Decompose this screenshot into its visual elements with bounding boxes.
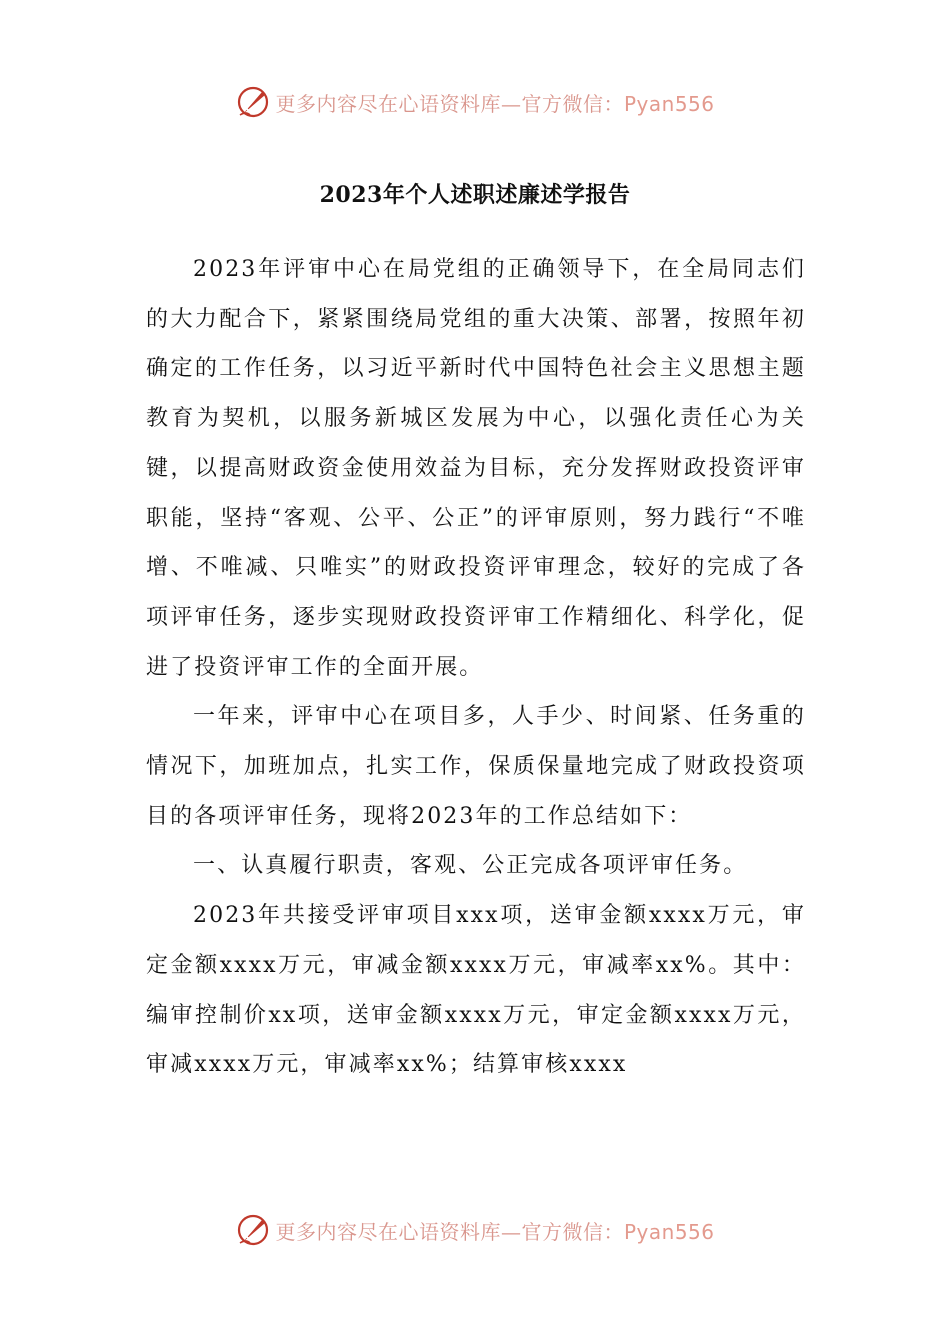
watermark-footer xyxy=(0,1210,950,1250)
watermark-text xyxy=(275,88,714,117)
paragraph-intro: 2023年评审中心在局党组的正确领导下，在全局同志们的大力配合下，紧紧围绕局党组的重大决策、部署，按照年初确定的工作任务，以习近平新时代中国特色社会主义思想主题教育为契机，以服务新城区发展为中心，以强化责任心为关键，以提高财政资金使用效益为目标，充分发挥财政投资评审职能，坚持“客观、公平、公正”的评审原则，努力践行“不唯增、不唯减、只唯实”的财政投资评审理念，较好的完成了各项评审任务，逐步实现财政投资评审工作精细化、科学化，促进了投资评审工作的全面开展。 xyxy=(146,257,806,680)
watermark-text xyxy=(275,1216,714,1245)
watermark-label: 更多内容尽在心语资料库—官方微信： xyxy=(275,1219,624,1244)
watermark-wechat-id: Pyan556 xyxy=(623,1219,715,1244)
document-title: 2023年个人述职述廉述学报告 xyxy=(319,182,631,208)
watermark-header xyxy=(0,82,950,122)
quill-logo-icon xyxy=(235,84,271,120)
paragraph-summary: 一年来，评审中心在项目多，人手少、时间紧、任务重的情况下，加班加点，扎实工作，保质保量地完成了财政投资项目的各项评审任务，现将2023年的工作总结如下： xyxy=(146,704,806,829)
watermark-label: 更多内容尽在心语资料库—官方微信： xyxy=(275,91,624,116)
document-body xyxy=(146,245,806,1090)
section-heading-1: 一、认真履行职责，客观、公正完成各项评审任务。 xyxy=(193,853,748,879)
watermark-wechat-id: Pyan556 xyxy=(623,91,715,116)
paragraph-statistics: 2023年共接受评审项目xxx项，送审金额xxxx万元，审定金额xxxx万元，审减金额xxxx万元，审减率xx%。其中：编审控制价xx项，送审金额xxxx万元，审定金额xxxx万元，审减xxxx万元，审减率xx%；结算审核xxxx xyxy=(146,903,806,1078)
quill-logo-icon xyxy=(235,1212,271,1248)
